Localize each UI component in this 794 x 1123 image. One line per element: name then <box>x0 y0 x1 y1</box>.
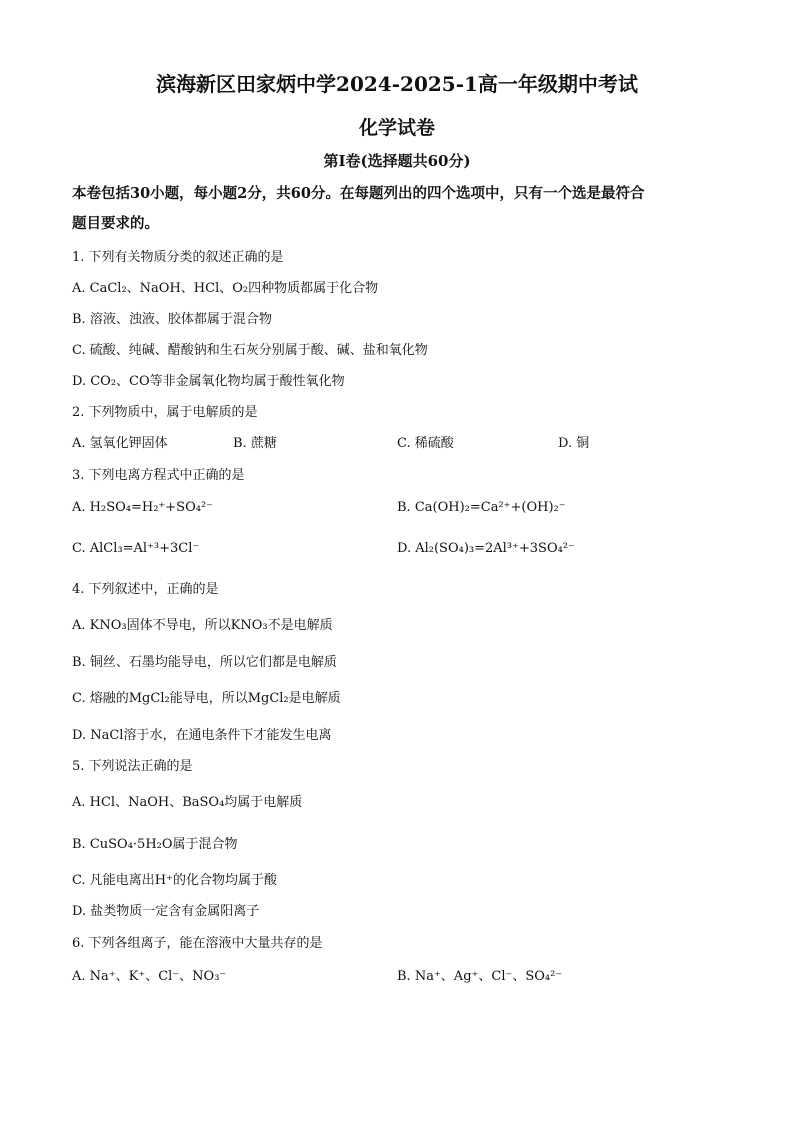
question-2-option-a: A. 氢氧化钾固体 <box>72 436 168 451</box>
question-1-option-c: C. 硫酸、纯碱、醋酸钠和生石灰分别属于酸、碱、盐和氧化物 <box>72 343 428 358</box>
question-5-option-a: A. HCl、NaOH、BaSO₄均属于电解质 <box>72 795 303 810</box>
question-4-option-a: A. KNO₃固体不导电，所以KNO₃不是电解质 <box>72 618 333 633</box>
question-4-stem: 4. 下列叙述中，正确的是 <box>72 582 219 597</box>
question-3-option-d: D. Al₂(SO₄)₃=2Al³⁺+3SO₄²⁻ <box>397 541 575 556</box>
exam-title: 滨海新区田家炳中学2024-2025-1高一年级期中考试 <box>156 72 638 96</box>
exam-subtitle: 化学试卷 <box>358 117 435 139</box>
question-5-option-b: B. CuSO₄·5H₂O属于混合物 <box>72 837 238 852</box>
question-3-option-c: C. AlCl₃=Al⁺³+3Cl⁻ <box>72 541 200 556</box>
question-2-option-c: C. 稀硫酸 <box>397 436 454 451</box>
question-5-option-c: C. 凡能电离出H⁺的化合物均属于酸 <box>72 873 277 888</box>
question-5-option-d: D. 盐类物质一定含有金属阳离子 <box>72 904 260 919</box>
question-6-stem: 6. 下列各组离子，能在溶液中大量共存的是 <box>72 936 323 951</box>
question-1-option-a: A. CaCl₂、NaOH、HCl、O₂四种物质都属于化合物 <box>72 281 379 296</box>
question-2-stem: 2. 下列物质中，属于电解质的是 <box>72 405 258 420</box>
question-1-stem: 1. 下列有关物质分类的叙述正确的是 <box>72 250 284 265</box>
question-1-option-b: B. 溶液、浊液、胶体都属于混合物 <box>72 312 272 327</box>
question-4-option-c: C. 熔融的MgCl₂能导电，所以MgCl₂是电解质 <box>72 691 341 706</box>
question-4-option-d: D. NaCl溶于水，在通电条件下才能发生电离 <box>72 728 332 743</box>
question-1-option-d: D. CO₂、CO等非金属氧化物均属于酸性氧化物 <box>72 374 345 389</box>
instructions-line-2: 题目要求的。 <box>72 215 159 232</box>
question-5-stem: 5. 下列说法正确的是 <box>72 759 193 774</box>
question-3-option-b: B. Ca(OH)₂=Ca²⁺+(OH)₂⁻ <box>397 500 566 515</box>
question-6-option-a: A. Na⁺、K⁺、Cl⁻、NO₃⁻ <box>72 969 227 984</box>
question-2-option-b: B. 蔗糖 <box>233 436 277 451</box>
section-heading: 第Ⅰ卷(选择题共60分) <box>323 152 471 170</box>
question-2-option-d: D. 铜 <box>558 436 590 451</box>
question-4-option-b: B. 铜丝、石墨均能导电，所以它们都是电解质 <box>72 655 337 670</box>
instructions-line-1: 本卷包括30小题，每小题2分，共60分。在每题列出的四个选项中，只有一个选是最符合 <box>72 185 645 202</box>
question-3-option-a: A. H₂SO₄=H₂⁺+SO₄²⁻ <box>72 500 214 515</box>
question-3-stem: 3. 下列电离方程式中正确的是 <box>72 468 245 483</box>
question-6-option-b: B. Na⁺、Ag⁺、Cl⁻、SO₄²⁻ <box>397 969 563 984</box>
